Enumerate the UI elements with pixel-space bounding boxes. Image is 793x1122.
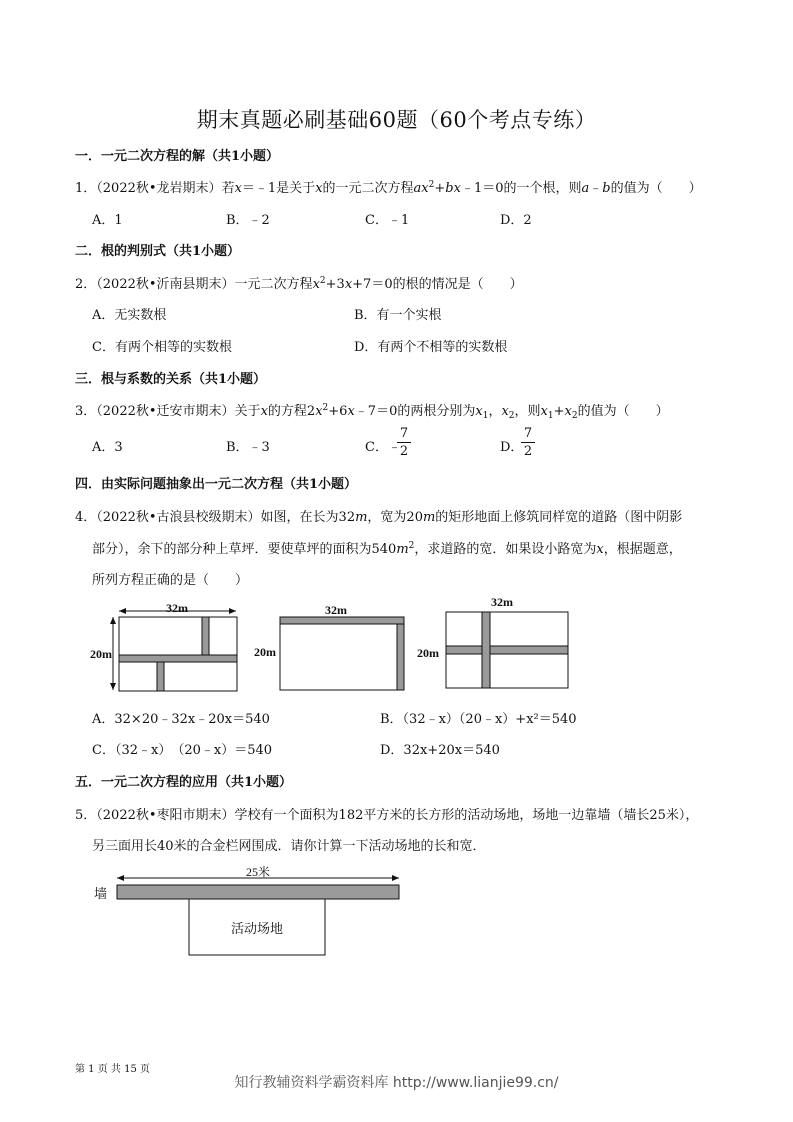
section-heading-1: 一．一元二次方程的解（共1小题） [75, 149, 280, 164]
q5-fig-wall-label: 墙 [94, 886, 108, 901]
q4-fig1-height-label: 20m [90, 647, 112, 661]
q4-fig1-width-label: 32m [166, 601, 188, 615]
q4-fig2-height-label: 20m [254, 645, 276, 659]
question-2: 2．（2022秋•沂南县期末）一元二次方程$x^2+3x+7=0$的根的情况是（ ） [75, 276, 523, 292]
q4-figure-3 [412, 592, 572, 696]
q3-option-b: B．﹣3 [226, 440, 270, 455]
q1-option-b: B．﹣2 [226, 213, 270, 228]
question-5-line-1: 5．（2022秋•枣阳市期末）学校有一个面积为182平方米的长方形的活动场地，场地一边靠墙（墙长25米）， [75, 808, 699, 823]
q3-option-c: C．﹣ [365, 440, 401, 455]
question-4-line-2: 部分），余下的部分种上草坪．要使草坪的面积为$540m^2$，求道路的宽．如果设小路宽为x，根据题意， [92, 541, 682, 557]
q2-option-d: D．有两个不相等的实数根 [354, 340, 508, 355]
q3-option-d: D． [500, 440, 524, 455]
q4-option-a: A．32×20﹣32x﹣20x＝540 [92, 712, 270, 727]
q4-option-d: D．32x+20x＝540 [380, 743, 500, 758]
q4-option-b: B．（32﹣x）（20﹣x）+x²＝540 [380, 712, 577, 727]
section-heading-3: 三．根与系数的关系（共1小题） [75, 372, 267, 387]
q5-fig-area-label: 活动场地 [230, 921, 284, 936]
q4-figure-2 [252, 598, 412, 696]
q4-fig3-width-label: 32m [491, 595, 513, 609]
q3-option-d-fraction: 7 2 [521, 426, 535, 459]
q4-figure-1 [86, 598, 246, 696]
q5-fig-length-label: 25米 [245, 865, 271, 879]
question-4-line-3: 所列方程正确的是（ ） [92, 573, 249, 588]
q2-option-c: C．有两个相等的实数根 [92, 340, 232, 355]
question-3: 3．（2022秋•迁安市期末）关于x的方程$2x^2+6x﹣7=0$的两根分别为$x_1$，$x_2$，则$x_1+x_2$的值为（ ） [75, 403, 669, 421]
question-5-line-2: 另三面用长40米的合金栏网围成．请你计算一下活动场地的长和宽． [92, 839, 486, 854]
watermark-link[interactable]: 知行教辅资料学霸资料库 http://www.lianjie99.cn/ [234, 1075, 559, 1091]
question-1: 1．（2022秋•龙岩期末）若x＝﹣1是关于x的一元二次方程$ax^2+bx﹣1=0$的一个根，则a﹣b的值为（ ） [75, 180, 702, 196]
q1-option-d: D．2 [500, 213, 532, 228]
q2-option-a: A．无实数根 [92, 308, 167, 323]
question-4-line-1: 4．（2022秋•古浪县校级期末）如图，在长为32m，宽为20m的矩形地面上修筑同样宽的道路（图中阴影 [75, 510, 683, 525]
page-title: 期末真题必刷基础60题（60个考点专练） [196, 108, 597, 132]
q5-figure [88, 860, 408, 960]
q4-option-c: C．（32﹣x） （20﹣x）＝540 [92, 743, 273, 758]
q2-option-b: B．有一个实根 [354, 308, 442, 323]
q1-option-c: C．﹣1 [365, 213, 410, 228]
q1-option-a: A．1 [92, 213, 123, 228]
q3-option-a: A．3 [92, 440, 123, 455]
q4-fig3-height-label: 20m [417, 646, 439, 660]
page-footer: 第 1 页 共 15 页 [75, 1064, 150, 1075]
q3-option-c-fraction: 7 2 [397, 426, 411, 459]
q4-fig2-width-label: 32m [325, 603, 347, 617]
section-heading-5: 五．一元二次方程的应用（共1小题） [75, 775, 293, 790]
section-heading-4: 四．由实际问题抽象出一元二次方程（共1小题） [75, 477, 358, 492]
section-heading-2: 二．根的判别式（共1小题） [75, 244, 241, 259]
